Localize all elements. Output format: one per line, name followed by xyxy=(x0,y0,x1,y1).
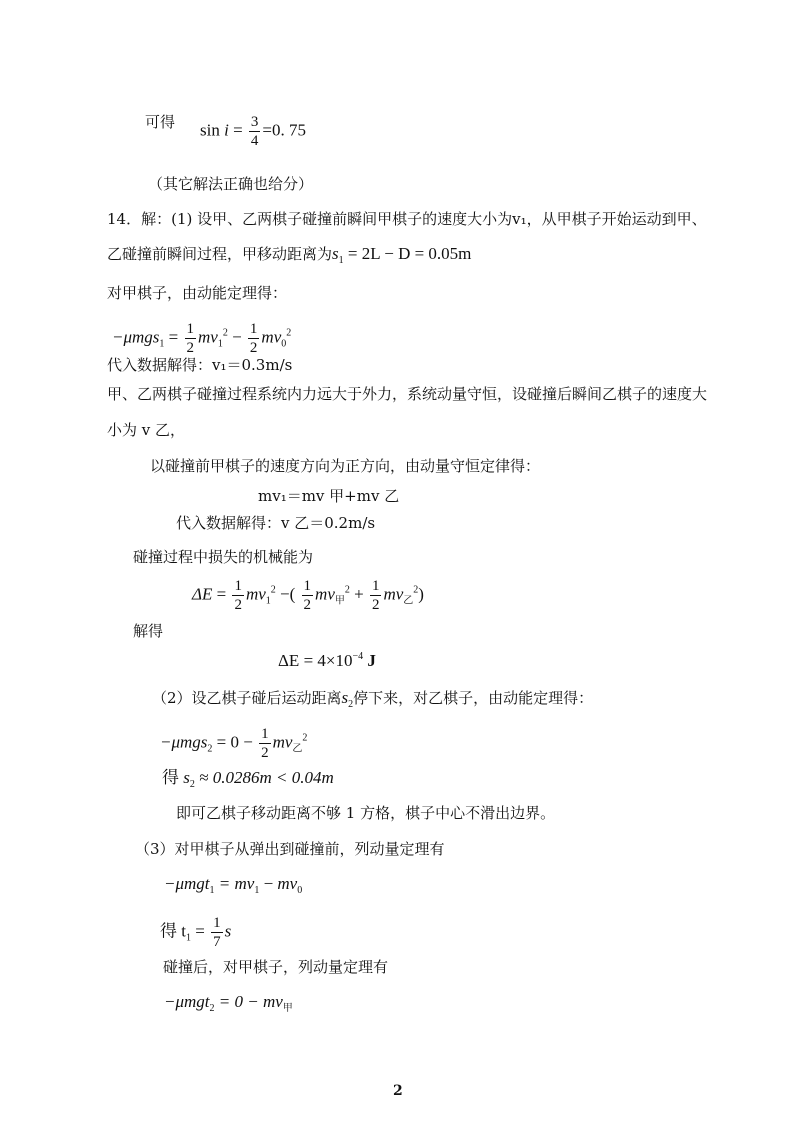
text-line: 甲、乙两棋子碰撞过程系统内力远大于外力，系统动量守恒，设碰撞后瞬间乙棋子的速度大 xyxy=(107,385,708,403)
text-line: 碰撞过程中损失的机械能为 xyxy=(133,548,314,566)
text-line: 即可乙棋子移动距离不够 1 方格，棋子中心不滑出边界。 xyxy=(176,804,556,822)
text-line: 可得 xyxy=(145,113,176,131)
formula-energy-result: $\Delta E = 4\times 10^{-4}$ J xyxy=(278,651,376,670)
formula-momentum: mv₁＝mv 甲+mv 乙 xyxy=(258,487,400,505)
text-line: （2）设乙棋子碰后运动距离$s_2$停下来，对乙棋子，由动能定理得： xyxy=(152,688,594,710)
text-line: 以碰撞前甲棋子的速度方向为正方向，由动量守恒定律得： xyxy=(150,457,541,475)
page-number: 2 xyxy=(393,1083,403,1099)
text-line: （其它解法正确也给分） xyxy=(148,175,314,193)
text-line: 对甲棋子，由动能定理得： xyxy=(107,284,288,302)
formula-impulse-1: $-\mu mgt_1 = mv_1 - mv_0$ xyxy=(164,874,303,896)
formula-energy-yi: −μmgs$_2$ = 0 − $\frac{1}{2}$ $mv_乙^2$ xyxy=(160,726,308,761)
formula-impulse-2: $-\mu mgt_2 = 0 - mv_甲$ xyxy=(164,992,293,1014)
formula-sin-i: sin i = $\frac{3}{4}$ =0. 75 xyxy=(200,114,307,149)
text-line: 乙碰撞前瞬间过程，甲移动距离为$s_1 = 2L - D = 0.05m$ xyxy=(107,244,472,266)
formula-distance-approx: 得 $s_2 \approx 0.0286m < 0.04m$ xyxy=(162,768,334,790)
text-line: 代入数据解得：v₁＝0.3m/s xyxy=(107,356,293,374)
text-line: （3）对甲棋子从弹出到碰撞前，列动量定理有 xyxy=(135,840,445,858)
text-line: 碰撞后，对甲棋子，列动量定理有 xyxy=(163,958,389,976)
text-line: 代入数据解得：v 乙＝0.2m/s xyxy=(176,514,376,532)
formula-energy-jia: −μmgs$_1$ = $\frac{1}{2}$ $mv_1^2$ − $\frac{1}{2}$ $mv_0^2$ xyxy=(112,321,292,356)
text-line: 解得 xyxy=(133,622,164,640)
formula-t1: 得 $t_1$ = $\frac{1}{7}$ s xyxy=(160,915,232,950)
text-line: 14．解：(1) 设甲、乙两棋子碰撞前瞬间甲棋子的速度大小为v₁，从甲棋子开始运动到甲、 xyxy=(107,210,707,228)
formula-energy-loss: ΔE = $\frac{1}{2}$ $mv_1^2$ −( $\frac{1}{2}$ $mv_甲^2$ + $\frac{1}{2}$ $mv_乙^2$) xyxy=(192,578,424,613)
text-line: 小为 v 乙， xyxy=(107,421,186,439)
